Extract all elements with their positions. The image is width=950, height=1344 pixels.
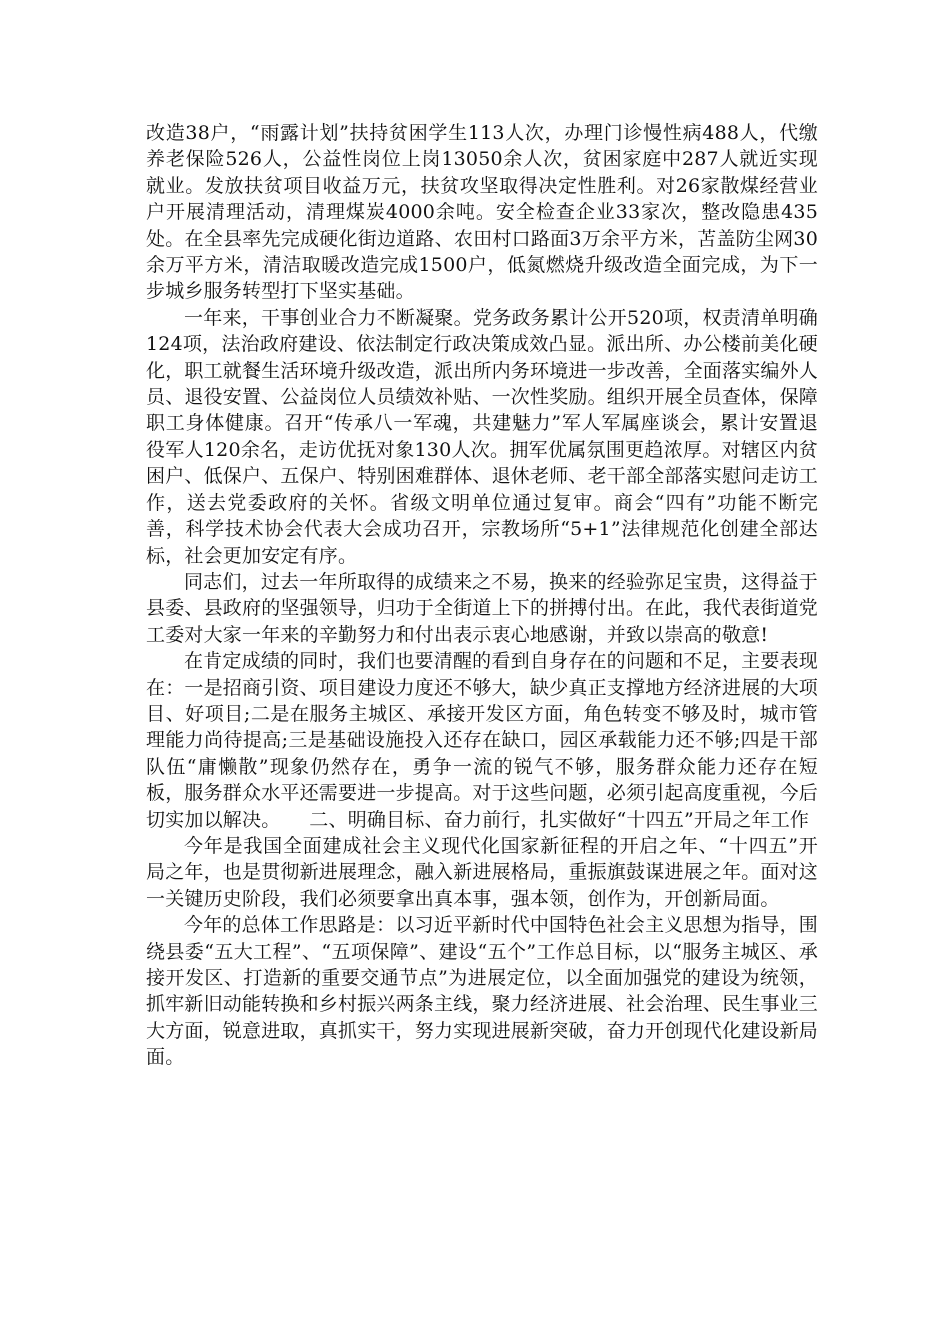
- paragraph-1: 改造38户，“雨露计划”扶持贫困学生113人次，办理门诊慢性病488人，代缴养老保险526人，公益性岗位上岗13050余人次，贫困家庭中287人就近实现就业。发放扶贫项目收益万元，扶贫攻坚取得决定性胜利。对26家散煤经营业户开展清理活动，清理煤炭4000余吨。安全检查企业33家次，整改隐患435处。在全县率先完成硬化街边道路、农田村口路面3万余平方米，苫盖防尘网30余万平方米，清洁取暖改造完成1500户，低氮燃烧升级改造全面完成，为下一步城乡服务转型打下坚实基础。: [146, 122, 818, 303]
- paragraph-5: 今年是我国全面建成社会主义现代化国家新征程的开启之年、“十四五”开局之年，也是贯彻新进展理念，融入新进展格局，重振旗鼓谋进展之年。面对这一关键历史阶段，我们必须要拿出真本事，强本领，创作为，开创新局面。: [146, 834, 819, 910]
- paragraph-6: 今年的总体工作思路是：以习近平新时代中国特色社会主义思想为指导，围绕县委“五大工程”、“五项保障”、建设“五个”工作总目标，以“服务主城区、承接开发区、打造新的重要交通节点”为进展定位，以全面加强党的建设为统领，抓牢新旧动能转换和乡村振兴两条主线，聚力经济进展、社会治理、民生事业三大方面，锐意进取，真抓实干，努力实现进展新突破，奋力开创现代化建设新局面。: [146, 914, 819, 1069]
- document-body: [146, 120, 818, 1071]
- paragraph-4: 在肯定成绩的同时，我们也要清醒的看到自身存在的问题和不足，主要表现在：一是招商引资、项目建设力度还不够大，缺少真正支撑地方经济进展的大项目、好项目;二是在服务主城区、承接开发区方面，角色转变不够及时，城市管理能力尚待提高;三是基础设施投入还存在缺口，园区承载能力还不够;四是干部队伍“庸懒散”现象仍然存在，勇争一流的锐气不够，服务群众能力还存在短板，服务群众水平还需要进一步提高。对于这些问题，必须引起高度重视，今后切实加以解决。 二、明确目标、奋力前行，扎实做好“十四五”开局之年工作: [146, 650, 819, 831]
- paragraph-2: 一年来，干事创业合力不断凝聚。党务政务累计公开520项，权责清单明确124项，法治政府建设、依法制定行政决策成效凸显。派出所、办公楼前美化硬化，职工就餐生活环境升级改造，派出所内务环境进一步改善，全面落实编外人员、退役安置、公益岗位人员绩效补贴、一次性奖励。组织开展全员查体，保障职工身体健康。召开“传承八一军魂，共建魅力”军人军属座谈会，累计安置退役军人120余名，走访优抚对象130人次。拥军优属氛围更趋浓厚。对辖区内贫困户、低保户、五保户、特别困难群体、退休老师、老干部全部落实慰问走访工作，送去党委政府的关怀。省级文明单位通过复审。商会“四有”功能不断完善，科学技术协会代表大会成功召开，宗教场所“5+1”法律规范化创建全部达标，社会更加安定有序。: [146, 306, 819, 567]
- paragraph-3: 同志们，过去一年所取得的成绩来之不易，换来的经验弥足宝贵，这得益于县委、县政府的坚强领导，归功于全街道上下的拼搏付出。在此，我代表街道党工委对大家一年来的辛勤努力和付出表示衷心地感谢，并致以崇高的敬意!: [146, 570, 819, 646]
